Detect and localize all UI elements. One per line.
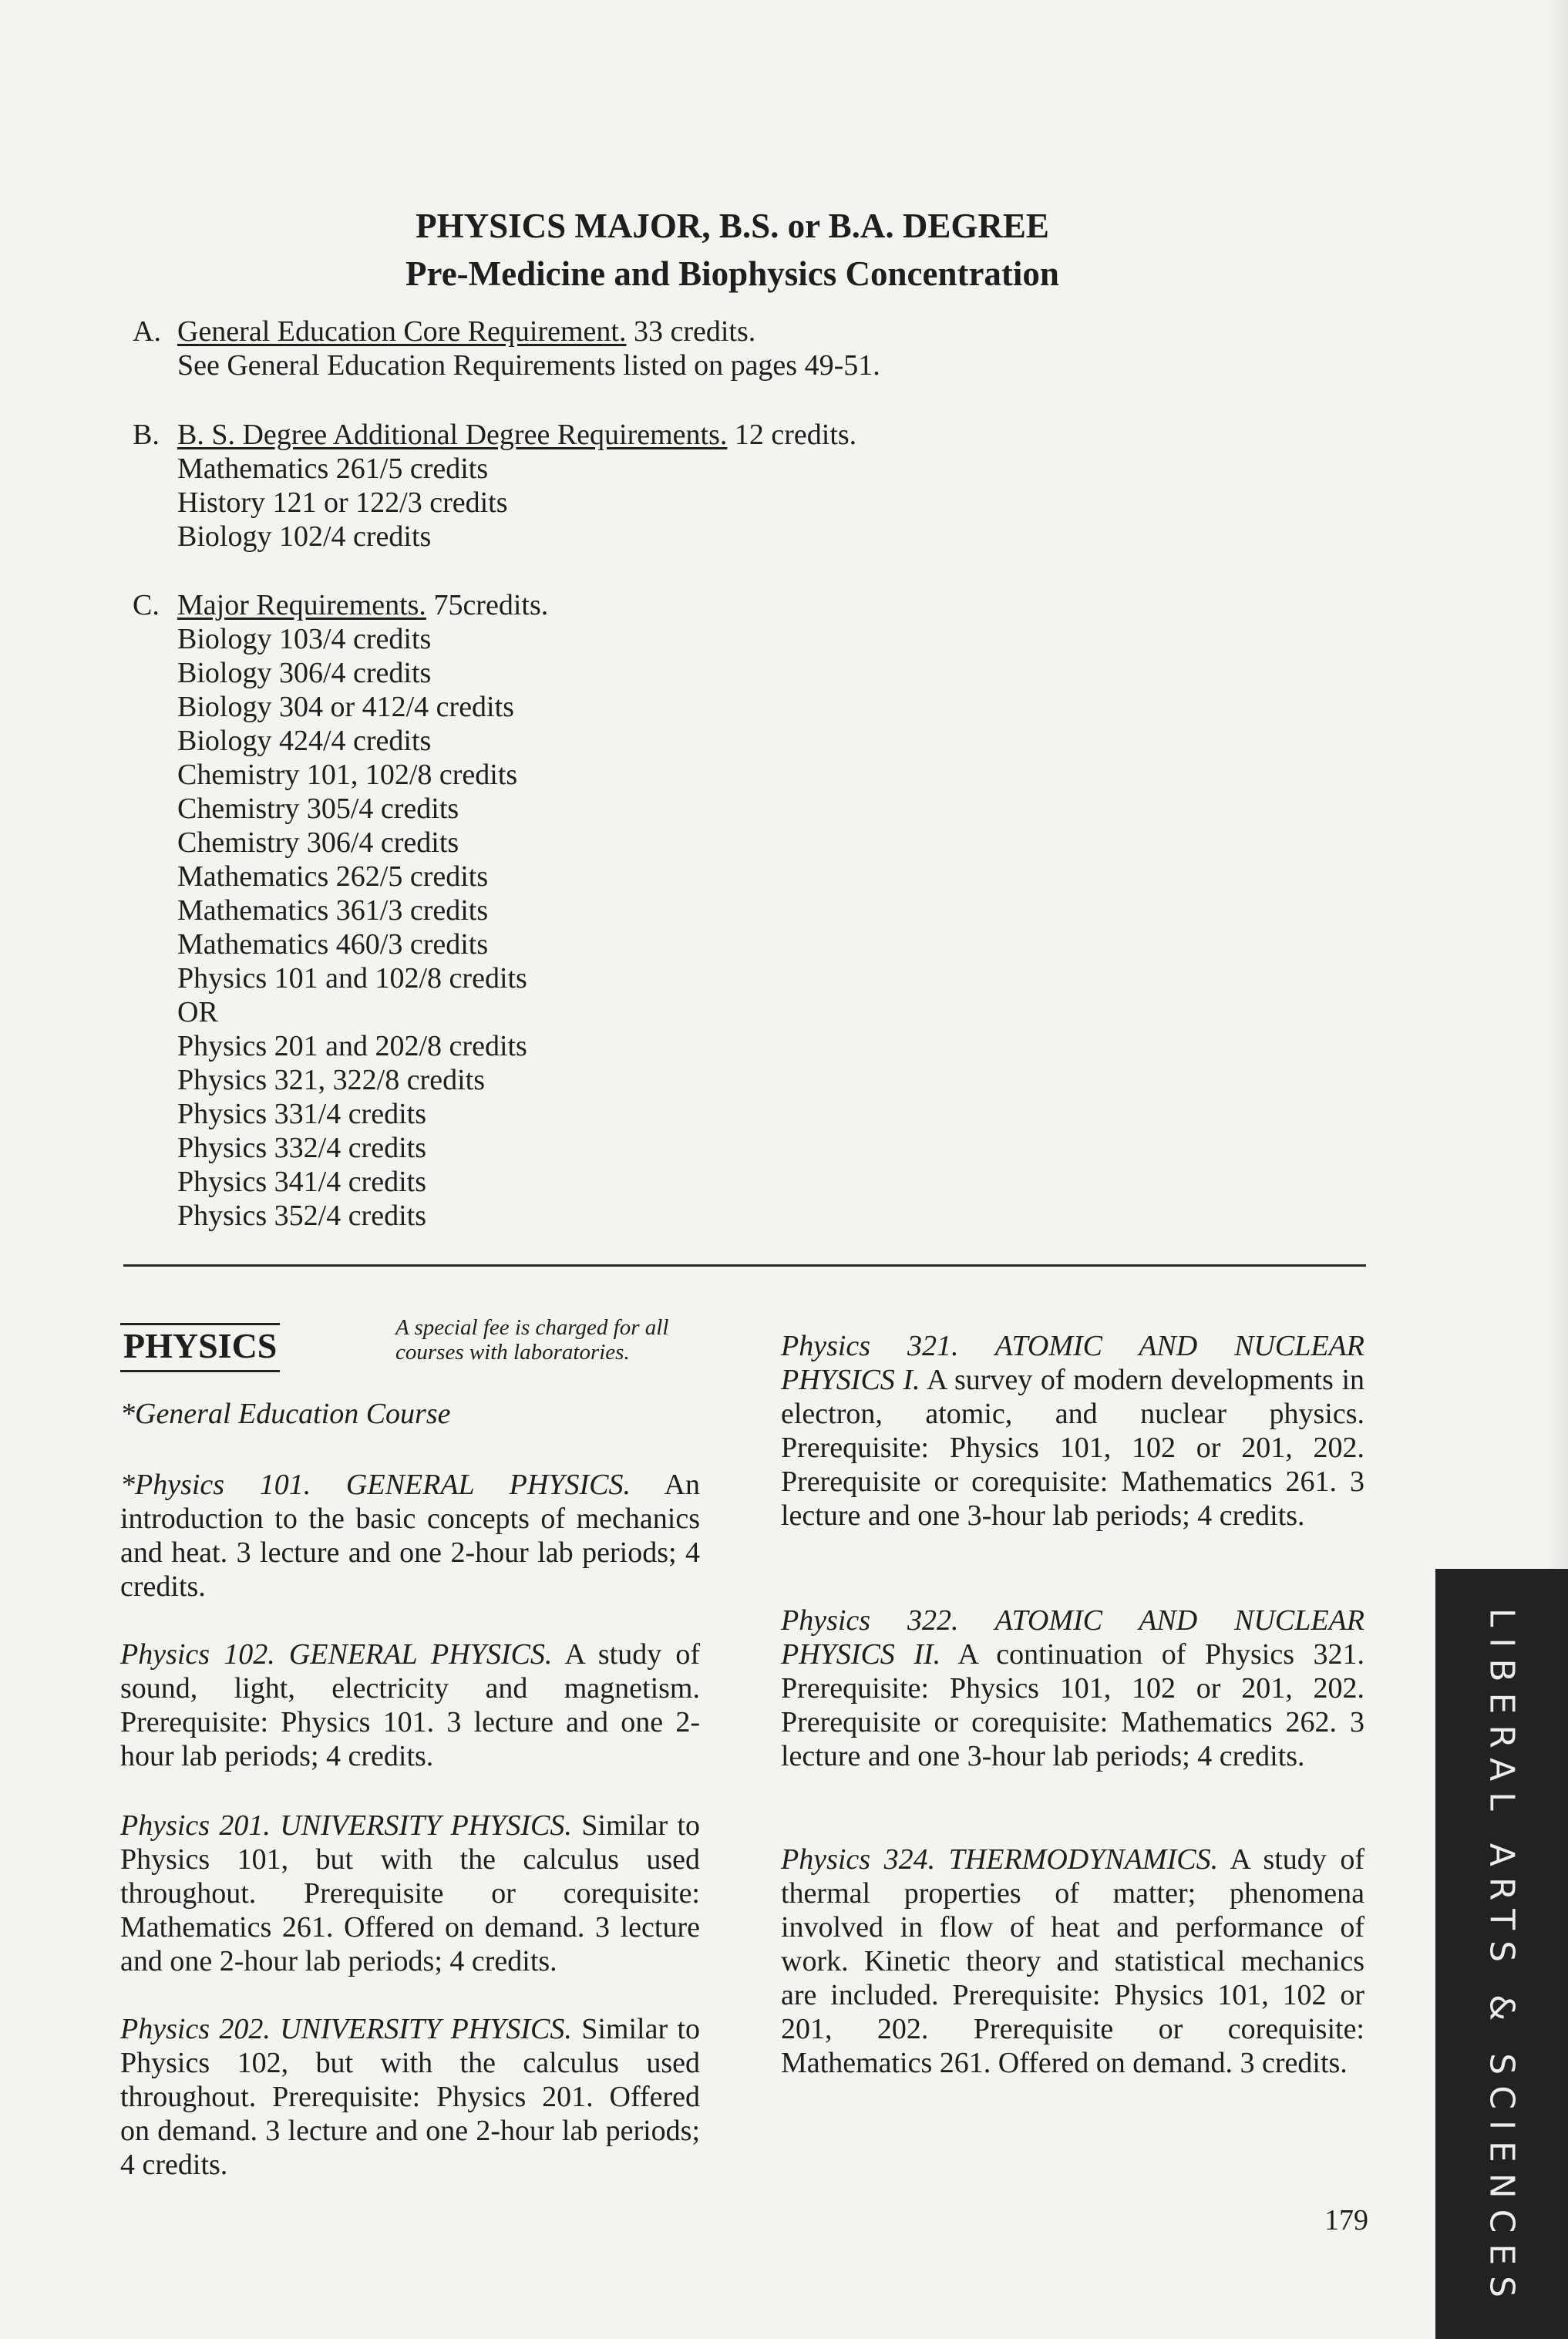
page-number: 179 bbox=[1324, 2204, 1368, 2236]
section-a bbox=[133, 315, 1289, 382]
course-desc: Similar to Physics 101, but with the calculus used throughout. Prerequisite or corequisite: Mathematics 261. Offered on demand. 3 lecture and one 2-hour lab periods; 4 credits. bbox=[120, 1809, 700, 1977]
section-c-line: Chemistry 101, 102/8 credits bbox=[177, 759, 518, 791]
course-name: Physics 202. UNIVERSITY PHYSICS. bbox=[120, 2013, 572, 2045]
page-title bbox=[0, 202, 1465, 298]
course-desc: An introduction to the basic concepts of mechanics and heat. 3 lecture and one 2-hour lab periods; 4 credits. bbox=[120, 1469, 700, 1603]
section-b-heading: B. S. Degree Additional Degree Requirements. bbox=[177, 419, 728, 451]
course-name: Physics 322. ATOMIC AND NUCLEAR PHYSICS II. bbox=[781, 1604, 1364, 1671]
section-b bbox=[133, 418, 1289, 554]
course-entry bbox=[781, 1329, 1364, 1533]
section-a-label: A. bbox=[133, 315, 161, 348]
course-name: Physics 201. UNIVERSITY PHYSICS. bbox=[120, 1809, 572, 1842]
section-a-credits: 33 credits. bbox=[633, 315, 756, 348]
section-b-line: Mathematics 261/5 credits bbox=[177, 453, 489, 485]
section-c-line: Physics 352/4 credits bbox=[177, 1200, 426, 1232]
course-entry bbox=[781, 1604, 1364, 1773]
lab-fee-note: A special fee is charged for all courses with laboratories. bbox=[395, 1315, 669, 1365]
course-entry bbox=[781, 1843, 1364, 2080]
gen-ed-note: *General Education Course bbox=[120, 1398, 451, 1430]
course-entry bbox=[120, 1637, 700, 1773]
section-c-line: Physics 332/4 credits bbox=[177, 1132, 426, 1164]
section-c-line: Biology 424/4 credits bbox=[177, 725, 432, 757]
course-name: Physics 321. ATOMIC AND NUCLEAR PHYSICS I. bbox=[781, 1330, 1364, 1396]
course-desc: A study of thermal properties of matter; phenomena involved in flow of heat and performance of work. Kinetic theory and statistical mechanics are included. Prerequisite: Physics 101, 102 or 201, 202. Prerequisite or corequisite: Mathematics 261. Offered on demand. 3 credits. bbox=[781, 1843, 1364, 2079]
section-c-line: Chemistry 306/4 credits bbox=[177, 826, 459, 859]
section-c-line: Biology 306/4 credits bbox=[177, 657, 432, 689]
course-name: *Physics 101. GENERAL PHYSICS. bbox=[120, 1469, 631, 1501]
section-a-line: See General Education Requirements listed on pages 49-51. bbox=[177, 349, 880, 382]
section-b-label: B. bbox=[133, 419, 160, 451]
section-c-line: OR bbox=[177, 996, 218, 1028]
title-line-1: PHYSICS MAJOR, B.S. or B.A. DEGREE bbox=[416, 207, 1049, 245]
side-tab bbox=[1435, 1569, 1568, 2339]
section-c bbox=[133, 588, 1289, 1233]
section-c-line: Physics 101 and 102/8 credits bbox=[177, 962, 527, 994]
side-tab-label: LIBERAL ARTS & SCIENCES bbox=[1482, 1607, 1522, 2309]
section-b-credits: 12 credits. bbox=[734, 419, 857, 451]
section-c-line: Mathematics 262/5 credits bbox=[177, 860, 489, 893]
course-name: Physics 324. THERMODYNAMICS. bbox=[781, 1843, 1219, 1876]
course-desc: A survey of modern developments in electron, atomic, and nuclear physics. Prerequisite: Physics 101, 102 or 201, 202. Prerequisite or corequisite: Mathematics 261. 3 lecture and one 3-hour lab periods; 4 credits. bbox=[781, 1364, 1364, 1532]
section-c-line: Mathematics 460/3 credits bbox=[177, 928, 489, 961]
section-c-line: Biology 304 or 412/4 credits bbox=[177, 691, 514, 723]
section-c-heading: Major Requirements. bbox=[177, 589, 426, 621]
section-b-line: History 121 or 122/3 credits bbox=[177, 486, 508, 519]
section-c-line: Mathematics 361/3 credits bbox=[177, 894, 489, 927]
course-entry bbox=[120, 1468, 700, 1604]
course-name: Physics 102. GENERAL PHYSICS. bbox=[120, 1638, 553, 1671]
course-desc: A continuation of Physics 321. Prerequisite: Physics 101, 102 or 201, 202. Prerequisite or corequisite: Mathematics 262. 3 lecture and one 3-hour lab periods; 4 credits. bbox=[781, 1638, 1364, 1772]
title-line-2: Pre-Medicine and Biophysics Concentration bbox=[405, 254, 1059, 293]
section-c-credits: 75credits. bbox=[433, 589, 549, 621]
section-divider bbox=[123, 1264, 1366, 1267]
course-desc: Similar to Physics 102, but with the calculus used throughout. Prerequisite: Physics 201. Offered on demand. 3 lecture and one 2-hour lab periods; 4 credits. bbox=[120, 2013, 700, 2181]
section-c-line: Biology 103/4 credits bbox=[177, 623, 432, 655]
page-edge-shadow bbox=[1546, 0, 1568, 1568]
course-entry bbox=[120, 2012, 700, 2182]
section-c-label: C. bbox=[133, 589, 160, 621]
catalog-heading: PHYSICS bbox=[120, 1323, 280, 1372]
course-entry bbox=[120, 1809, 700, 1978]
section-c-line: Chemistry 305/4 credits bbox=[177, 793, 459, 825]
section-c-line: Physics 321, 322/8 credits bbox=[177, 1064, 485, 1096]
section-c-line: Physics 201 and 202/8 credits bbox=[177, 1030, 527, 1062]
section-c-line: Physics 341/4 credits bbox=[177, 1166, 426, 1198]
section-b-line: Biology 102/4 credits bbox=[177, 520, 432, 553]
section-a-heading: General Education Core Requirement. bbox=[177, 315, 627, 348]
course-desc: A study of sound, light, electricity and magnetism. Prerequisite: Physics 101. 3 lecture and one 2-hour lab periods; 4 credits. bbox=[120, 1638, 700, 1772]
section-c-line: Physics 331/4 credits bbox=[177, 1098, 426, 1130]
